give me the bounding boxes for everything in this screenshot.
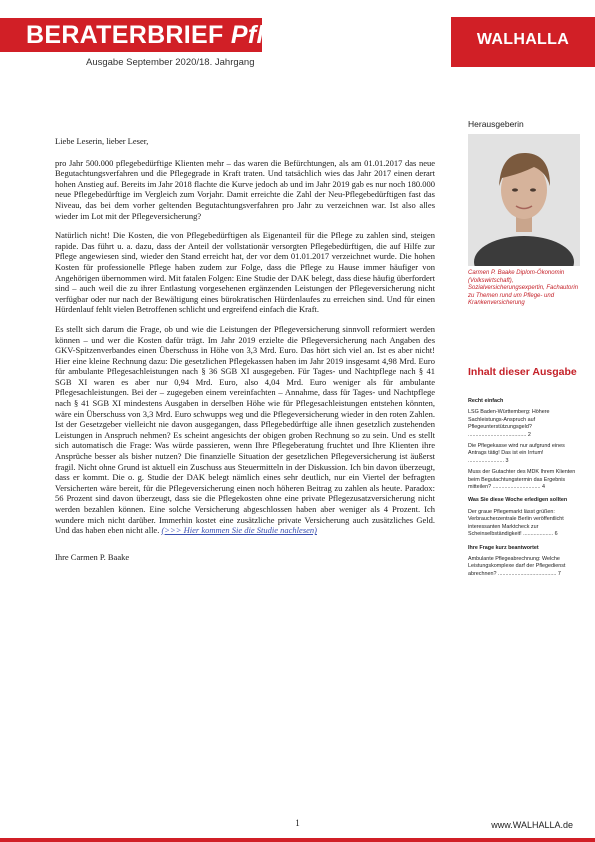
study-link[interactable]: (>>> Hier kommen Sie die Studie nachlesen) [161,525,317,536]
toc-section-heading: Was Sie diese Woche erledigen sollten [468,497,568,504]
toc-section-heading: Ihre Frage kurz beantwortet [468,544,539,551]
letter-paragraph-1: pro Jahr 500.000 pflegebedürftige Klienten mehr – das waren die Befürchtungen, als am 01.01.2017 das neue Begutachtungsverfahren und die Pflegegrade in Kraft traten. Und tatsächlich wies das Jahr 2017 einen derart hohen Anstieg auf. Bereits im Jahr 2018 flachte die Kurve jedoch ab und im Jahr 2019 gab es nur noch 180.000 neue Pflegebedürftige im Vergleich zum Vorjahr. Damit erreichte die Zahl der Neu-Pflegebedürftigen fast das Niveau, das bei dem vorher geltenden Begutachtungsverfahren pro Jahr zu verzeichnen war. Ist also alles wieder im Lot mit der Pflegeversicherung? [55,157,435,221]
toc-section-heading: Recht einfach [468,398,504,404]
publisher-portrait-icon [468,134,580,266]
letter-greeting: Liebe Leserin, lieber Leser, [55,136,149,146]
edition-line: Ausgabe September 2020/18. Jahrgang [86,57,255,68]
toc-item[interactable]: Muss der Gutachter des MDK Ihrem Klienten beim Begutachtungstermin das Ergebnis mitteilen? ................................ 4 [468,469,576,491]
publication-title: BERATERBRIEF Pflege [26,21,308,49]
publisher-caption: Carmen P. Baake Diplom-Ökonomin (Volkswirtschaft), Sozialversicherungsexpertin, Fachautorin zu Themen rund um Pflege- und Krankenversicherung [468,270,579,307]
letter-signature: Ihre Carmen P. Baake [55,551,130,562]
toc-item[interactable]: LSG Baden-Württemberg: Höhere Sachleistungs-Anspruch auf Pflegeunterstützungsgeld? ....................................... 2 [468,409,550,438]
letter-paragraph-3: Es stellt sich darum die Frage, ob und wie die Leistungen der Pflegeversicherung sinnvoll reformiert werden können – und wer die Kosten dafür trägt. Im Jahr 2019 erzielte die Pflegeversicherung nach Angaben des GKV-Spitzenverbandes einen Überschuss in Höhe von 3,3 Mrd. Euro. Das hört sich viel an. Ist es aber nicht! Hier eine kleine Rechnung dazu: Die gesetzlichen Pflegekassen haben im Jahr 2019 insgesamt 4,98 Mrd. Euro für ambulante Pflegesachleistungen nach § 36 SGB XI ausgegeben. Für Tages- und Nachtpflege nach § 41 SGB XI waren es aber nur 0,94 Mrd. Euro, also 4,04 Mrd. Euro weniger als für ambulante Pflegesachleistungen. Bei der – zugegeben einem vereinfachten – Annahme, dass für Tages- und Nachtpflege nach § 41 SGB XI mindestens Ausgaben in derselben Höhe wie für Pflegesachleistungen entstehen könnten, wäre ein Überschuss von 3,3 Mrd. Euro schwupps weg und die Pflegeversicherung wieder in den roten Zahlen. Ist der Gesetzgeber vielleicht nie davon ausgegangen, dass Pflegebedürftige alle ihnen gesetzlich zustehenden Leistungen in Anspruch nehmen? Es scheint angesichts der obigen groben Rechnung so zu sein. Und es stellt sich automatisch die Frage: Was würde passieren, wenn Ihre Pflegeberatung fruchtet und Ihre Klienten ihre Ansprüche besser als bisher nutzen? Die finanzielle Situation der gesetzlichen Pflegeversicherung ist äußerst fragil. Nicht ohne Grund ist aktuell ein Zuschuss aus Steuermitteln in der Diskussion. Ich bin davon überzeugt, dass er kommt. Die o. g. Studie der DAK belegt nämlich eines sehr deutlich, nur ein Viertel der befragten Versicherten wäre bereit, für die Pflegeversicherung einen noch höheren Beitrag zu zahlen als heute. Paradox: 56 Prozent sind davon überzeugt, dass sie die Pflegekosten ohne eine private Pflegezusatzversicherung nicht werden bezahlen können. Eine solche Versicherung abgeschlossen haben aber weniger als 4 Prozent. Ich wundere mich nicht darüber. Immerhin kostet eine zusätzliche private Versicherung auch zusätzliches Geld. Und das haben eben nicht alle. (>>> Hier kommen Sie die Studie nachlesen) [55,323,435,536]
toc-title: Inhalt dieser Ausgabe [468,366,577,378]
publisher-label: Herausgeberin [468,119,524,129]
footer-url[interactable]: www.WALHALLA.de [491,820,573,830]
brand-name: WALHALLA [476,31,570,48]
table-of-contents [468,398,580,578]
toc-item[interactable]: Die Pflegekasse wird nur aufgrund eines Antrags tätig! Das ist ein Irrtum! ........................ 3 [468,443,565,464]
toc-item[interactable]: Ambulante Pflegeabrechnung: Welche Leistungskomplexe darf der Pflegedienst abrechnen? ....................................... 7 [468,555,566,577]
brand-logo [451,17,595,67]
editorial-letter [55,136,435,571]
toc-item[interactable]: Der graue Pflegemarkt lässt grüßen: Verbraucherzentrale Berlin veröffentlicht interessanten Marktcheck zur Scheinselbständigkeit! .................... 6 [468,508,564,538]
publisher-photo [468,134,580,266]
page-number: 1 [295,818,300,828]
footer-rule [0,838,595,842]
letter-paragraph-2: Natürlich nicht! Die Kosten, die von Pflegebedürftigen als Eigenanteil für die Pflege zu zahlen sind, steigen rapide. Das führt u. a. dazu, dass der Anteil der vollstationär versorgten Pflegebedürftigen, die auf Hilfe zur Pflege angewiesen sind, wieder den Stand erreicht hat, der vor dem 01.01.2017 verzeichnet wurde. Die hohen Kosten für professionelle Pflege haben zudem zur Folge, dass die Pflege zu Hause immer häufiger von Angehörigen übernommen wird. Mit fatalen Folgen: Eine Studie der DAK belegt, dass diese häufig überfordert sind – auch weil die zu ihrer Entlastung vorgesehenen ergänzenden Leistungen der Pflegeversicherung nicht verfügbar oder nur nach der Bewältigung eines bürokratischen Hürdenlaufes zu erreichen sind. Und für einen Hürdenlauf fehlt vielen Betroffenen schlicht und ergreifend einfach die Kraft. [55,230,435,315]
